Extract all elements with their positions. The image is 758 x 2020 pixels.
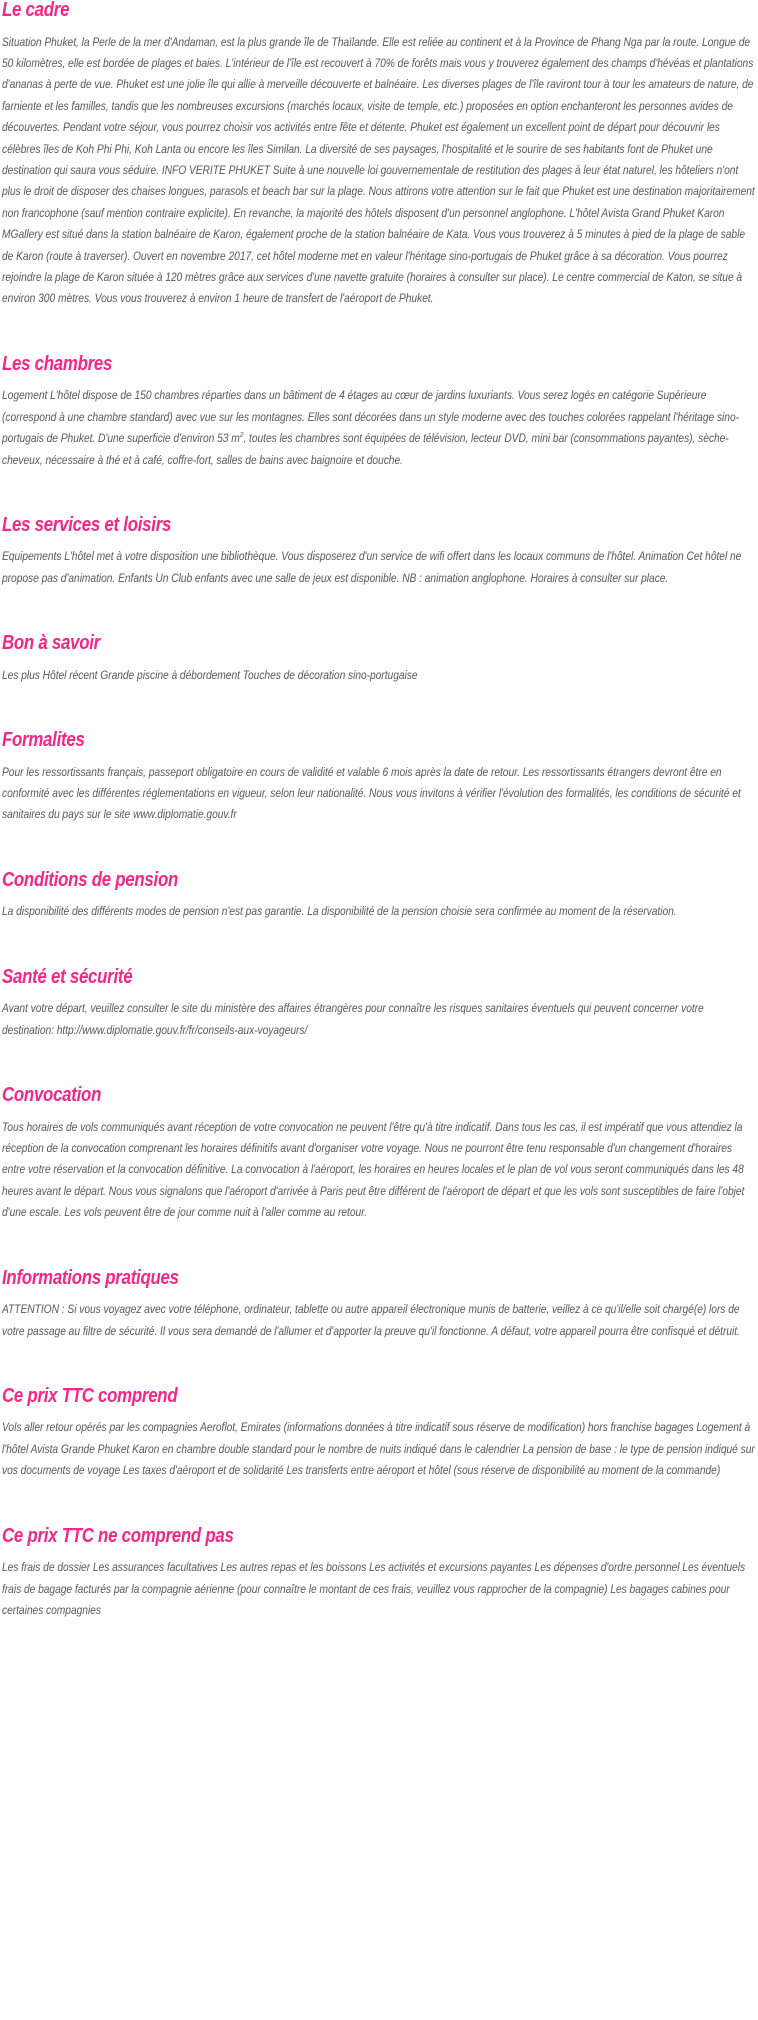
section-body-formalites: Pour les ressortissants français, passeport obligatoire en cours de validité et valable 6 mois après la date de retour. Les ressortissants étrangers devront être en conformité avec les différentes réglementations en vigueur, selon leur nationalité. Nous vous invitons à vérifier l'évolution des formalités, les conditions de sécurité et sanitaires du pays sur le site www.diplomatie.gouv.fr <box>2 765 741 822</box>
section-les-chambres <box>2 351 756 471</box>
section-title-convocation: Convocation <box>2 1083 102 1107</box>
section-title-sante-et-securite: Santé et sécurité <box>2 964 133 988</box>
section-body-bon-a-savoir: Les plus Hôtel récent Grande piscine à débordement Touches de décoration sino-portugaise <box>2 668 418 682</box>
section-spacer <box>2 471 756 515</box>
section-spacer <box>2 1342 756 1386</box>
section-spacer <box>2 1041 756 1085</box>
section-title-conditions-de-pension: Conditions de pension <box>2 867 179 891</box>
section-spacer <box>2 589 756 633</box>
section-title-bon-a-savoir: Bon à savoir <box>2 631 100 655</box>
section-le-cadre <box>2 0 756 310</box>
section-body-conditions-de-pension: La disponibilité des différents modes de pension n'est pas garantie. La disponibilité de la pension choisie sera confirmée au moment de la réservation. <box>2 905 677 919</box>
chambres-text-post: , toutes les chambres sont équipées de télévision, lecteur DVD, mini bar (consommations payantes), sèche-cheveux, nécessaire à thé et à café, coffre-fort, salles de bains avec baignoire et douche. <box>2 432 729 467</box>
section-body-sante-et-securite: Avant votre départ, veuillez consulter le site du ministère des affaires étrangères pour connaître les risques sanitaires éventuels qui peuvent concerner votre destination: http://www.diplomatie.gouv.fr/fr/conseils-aux-voyageurs/ <box>2 1002 704 1037</box>
section-spacer <box>2 310 756 354</box>
section-title-les-chambres: Les chambres <box>2 351 113 375</box>
section-title-le-cadre: Le cadre <box>2 0 70 21</box>
section-body-informations-pratiques: ATTENTION : Si vous voyagez avec votre téléphone, ordinateur, tablette ou autre appareil électronique munis de batterie, veillez à ce qu'il/elle soit chargé(e) lors de votre passage au filtre de sécurité. Il vous sera demandé de l'allumer et d'apporter la preuve qu'il fonctionne. A défaut, votre appareil pourra être confisqué et détruit. <box>2 1303 740 1338</box>
section-body-ce-prix-ttc-comprend: Vols aller retour opérés par les compagnies Aeroflot, Emirates (informations données à titre indicatif sous réserve de modification) hors franchise bagages Logement à l'hôtel Avista Grande Phuket Karon en chambre double standard pour le nombre de nuits indiqué dans le calendrier La pension de base : le type de pension indiqué sur vos documents de voyage Les taxes d'aéroport et de solidarité Les transferts entre aéroport et hôtel (sous réserve de disponibilité au moment de la commande) <box>2 1421 755 1478</box>
section-body-le-cadre: Situation Phuket, la Perle de la mer d'Andaman, est la plus grande île de Thaïlande. Elle est reliée au continent et à la Province de Phang Nga par la route. Longue de 50 kilomètres, elle est bordée de plages et baies. L'intérieur de l'île est recouvert à 70% de forêts mais vous y trouverez également des champs d'hévéas et plantations d'ananas à perte de vue. Phuket est une jolie île qui allie à merveille découverte et balnéaire. Les diverses plages de l'île raviront tour à tour les amateurs de nature, de farniente et les familles, tandis que les nombreuses excursions (marchés locaux, visite de temple, etc.) proposées en option enchanteront les personnes avides de découvertes. Pendant votre séjour, vous pourrez choisir vos activités entre fête et détente. Phuket est également un excellent point de départ pour découvrir les célèbres îles de Koh Phi Phi, Koh Lanta ou encore les îles Similan. La diversité de ses paysages, l'hospitalité et le sourire de ses habitants font de Phuket une destination qui saura vous séduire. INFO VERITE PHUKET Suite à une nouvelle loi gouvernementale de restitution des plages à leur état naturel, les hôteliers n'ont plus le droit de disposer des chaises longues, parasols et beach bar sur la plage. Nous attirons votre attention sur le fait que Phuket est une destination majoritairement non francophone (sauf mention contraire explicite). En revanche, la majorité des hôtels disposent d'un personnel anglophone. L'hôtel Avista Grand Phuket Karon MGallery est situé dans la station balnéaire de Karon, également proche de la station balnéaire de Kata. Vous vous trouverez à 5 minutes à pied de la plage de sable de Karon (route à traverser). Ouvert en novembre 2017, cet hôtel moderne met en valeur l'héritage sino-portugais de Phuket grâce à sa décoration. Vous pourrez rejoindre la plage de Karon située à 120 mètres grâce aux services d'une navette gratuite (horaires à consulter sur place). Le centre commercial de Katon, se situe à environ 300 mètres. Vous vous trouverez à environ 1 heure de transfert de l'aéroport de Phuket. <box>2 35 755 306</box>
section-title-informations-pratiques: Informations pratiques <box>2 1265 179 1289</box>
section-spacer <box>2 826 756 870</box>
section-title-les-services-et-loisirs: Les services et loisirs <box>2 512 172 536</box>
section-body-les-chambres <box>2 385 756 471</box>
section-formalites <box>2 730 756 826</box>
section-body-convocation: Tous horaires de vols communiqués avant réception de votre convocation ne peuvent l'être qu'à titre indicatif. Dans tous les cas, il est impératif que vous attendiez la réception de la convocation comprenant les horaires définitifs avant d'organiser votre voyage. Nous ne pourront être tenu responsable d'un changement d'horaires entre votre réservation et la convocation définitive. La convocation à l'aéroport, les horaires en heures locales et le plan de vol vous seront communiqués dans les 48 heures avant le départ. Nous vous signalons que l'aéroport d'arrivée à Paris peut être différent de l'aéroport de départ et que les vols sont susceptibles de faire l'objet d'une escale. Les vols peuvent être de jour comme nuit à l'aller comme au retour. <box>2 1120 745 1220</box>
section-body-les-services-et-loisirs: Equipements L'hôtel met à votre disposition une bibliothèque. Vous disposerez d'un service de wifi offert dans les locaux communs de l'hôtel. Animation Cet hôtel ne propose pas d'animation. Enfants Un Club enfants avec une salle de jeux est disponible. NB : animation anglophone. Horaires à consulter sur place. <box>2 550 742 585</box>
section-bon-a-savoir <box>2 633 756 686</box>
section-les-services-et-loisirs <box>2 512 756 589</box>
section-spacer <box>2 923 756 967</box>
chambres-text-pre: Logement L'hôtel dispose de 150 chambres réparties dans un bâtiment de 4 étages au cœur de jardins luxuriants. Vous serez logés en catégorie Supérieure (correspond à une chambre standard) avec vue sur les montagnes. Elles sont décorées dans un style moderne avec des touches colorées rappelant l'héritage sino-portugais de Phuket. D'une superficie d'environ 53 m <box>2 389 739 446</box>
section-spacer <box>2 686 756 730</box>
section-informations-pratiques <box>2 1265 756 1342</box>
section-title-ce-prix-ttc-ne-comprend-pas: Ce prix TTC ne comprend pas <box>2 1523 234 1547</box>
section-title-formalites: Formalites <box>2 728 85 752</box>
square-meter-superscript: 2 <box>239 430 244 440</box>
section-ce-prix-ttc-comprend <box>2 1383 756 1482</box>
section-sante-et-securite <box>2 964 756 1041</box>
section-title-ce-prix-ttc-comprend: Ce prix TTC comprend <box>2 1383 178 1407</box>
section-convocation <box>2 1085 756 1224</box>
section-body-ce-prix-ttc-ne-comprend-pas: Les frais de dossier Les assurances facultatives Les autres repas et les boissons Les activités et excursions payantes Les dépenses d'ordre personnel Les éventuels frais de bagage facturés par la compagnie aérienne (pour connaître le montant de ces frais, veuillez vous rapprocher de la compagnie) Les bagages cabines pour certaines compagnies <box>2 1561 746 1617</box>
section-conditions-de-pension <box>2 867 756 923</box>
section-ce-prix-ttc-ne-comprend-pas <box>2 1523 756 1622</box>
section-spacer <box>2 1224 756 1268</box>
section-spacer <box>2 1482 756 1526</box>
